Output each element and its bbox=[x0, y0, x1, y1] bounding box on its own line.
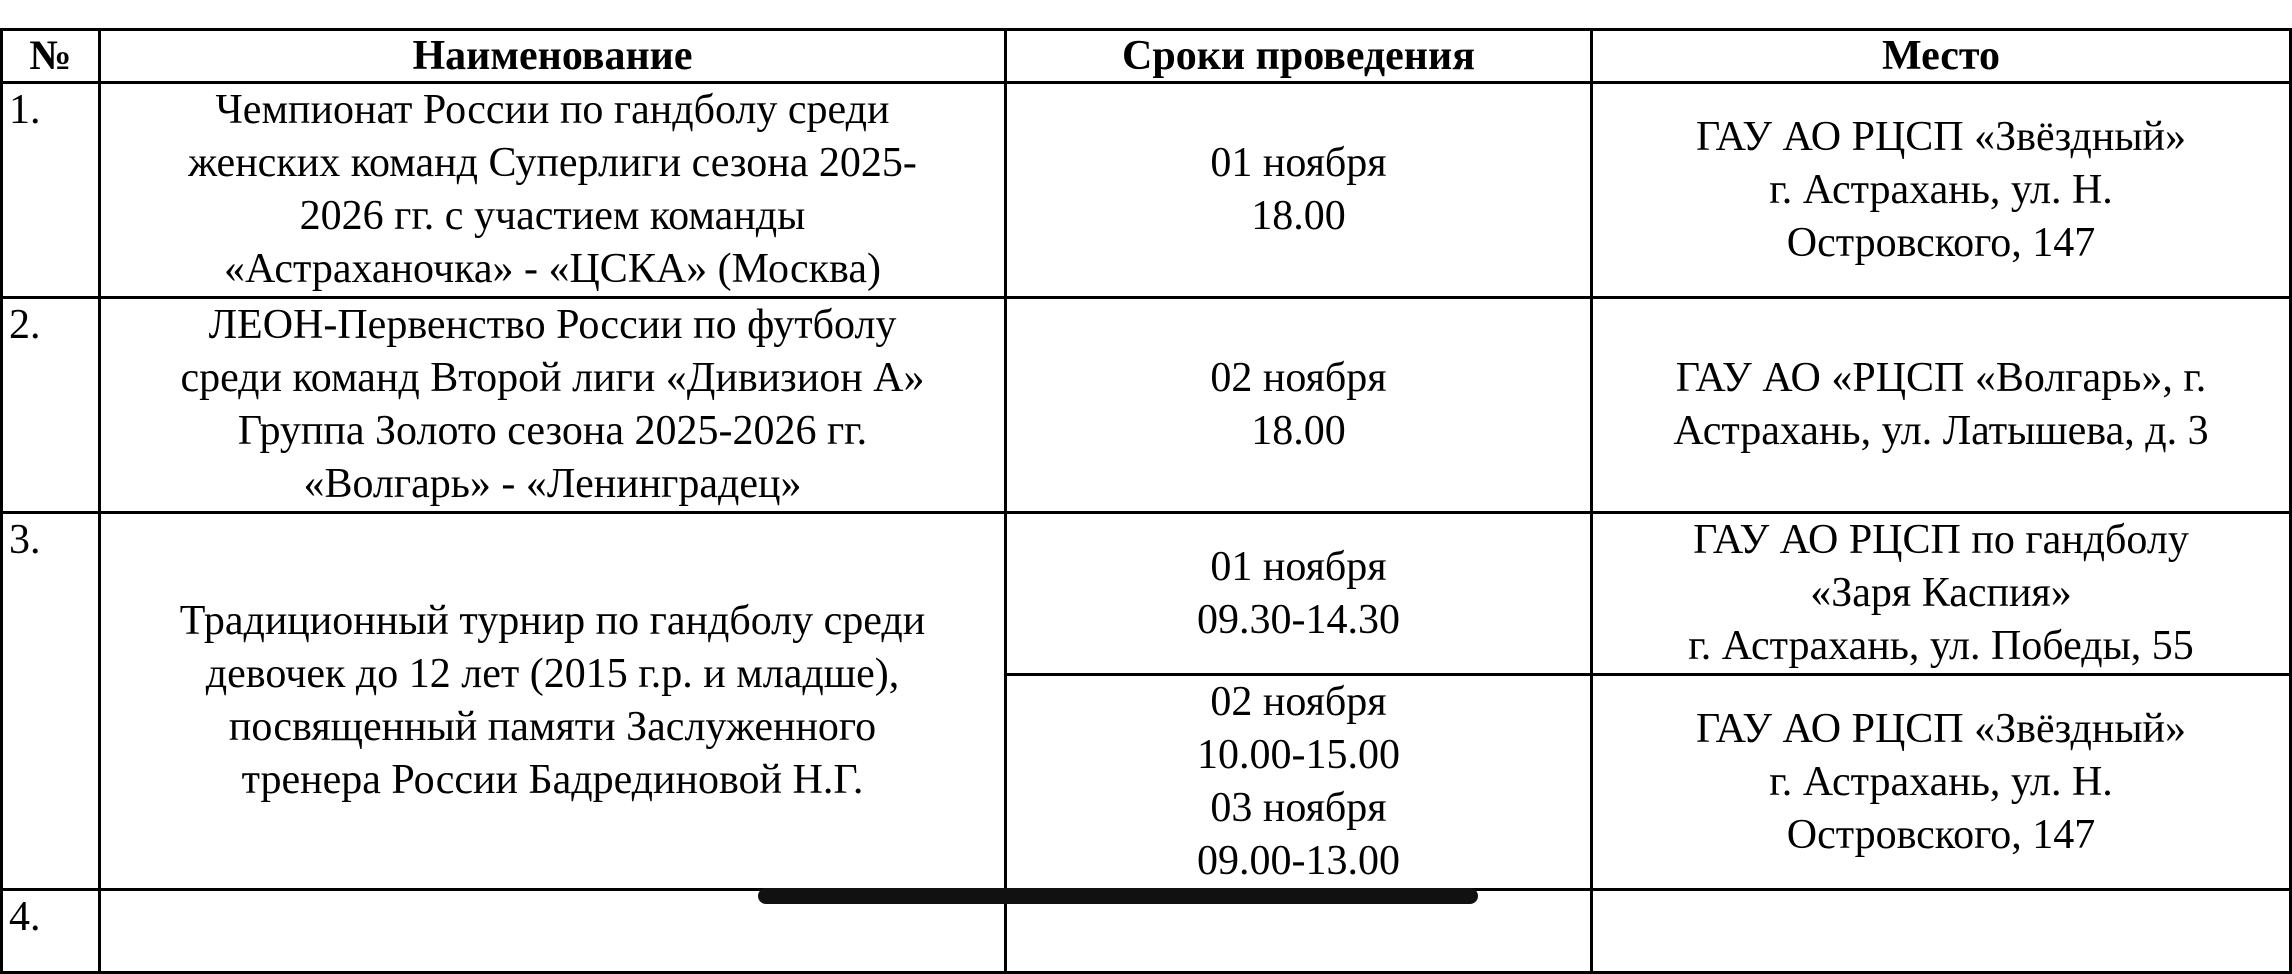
event-name-line: ЛЕОН-Первенство России по футболу bbox=[208, 302, 897, 348]
event-name-cell bbox=[100, 83, 1006, 298]
event-name-line: Чемпионат России по гандболу среди bbox=[215, 87, 890, 133]
event-name-line: Группа Золото сезона 2025-2026 гг. bbox=[237, 408, 868, 454]
event-place-line: Островского, 147 bbox=[1786, 811, 2096, 858]
event-place-line: «Заря Каспия» bbox=[1810, 570, 2072, 616]
event-date-cell bbox=[1006, 675, 1592, 890]
event-date-cell bbox=[1006, 298, 1592, 513]
event-place-cell bbox=[1592, 83, 2291, 298]
event-place-line: г. Астрахань, ул. Н. bbox=[1769, 758, 2113, 805]
event-time-line: 09.30-14.30 bbox=[1197, 596, 1400, 643]
event-place-line: ГАУ АО РЦСП «Звёздный» bbox=[1695, 705, 2187, 752]
table-header-row bbox=[2, 30, 2291, 83]
event-time-line: 18.00 bbox=[1251, 193, 1346, 239]
event-place-line: ГАУ АО РЦСП «Звёздный» bbox=[1695, 113, 2187, 160]
event-name-line: посвященный памяти Заслуженного bbox=[228, 704, 877, 750]
event-name-cell bbox=[100, 298, 1006, 513]
row-number: 1. bbox=[2, 83, 100, 298]
event-place-line: Астрахань, ул. Латышева, д. 3 bbox=[1673, 408, 2209, 454]
row-number: 3. bbox=[2, 513, 100, 890]
table-row bbox=[2, 298, 2291, 513]
event-date-cell bbox=[1006, 83, 1592, 298]
event-date-line: 01 ноября bbox=[1210, 140, 1387, 186]
events-schedule-table bbox=[0, 28, 2292, 974]
event-place-line: Островского, 147 bbox=[1786, 219, 2096, 266]
event-time-line: 18.00 bbox=[1251, 408, 1346, 454]
event-name-line: тренера России Бадрединовой Н.Г. bbox=[241, 757, 864, 803]
event-time-line: 09.00-13.00 bbox=[1197, 838, 1400, 884]
event-name-line: девочек до 12 лет (2015 г.р. и младше), bbox=[205, 651, 900, 697]
event-name-line: «Астраханочка» - «ЦСКА» (Москва) bbox=[224, 246, 881, 292]
table-row bbox=[2, 83, 2291, 298]
event-place-line: ГАУ АО «РЦСП «Волгарь», г. bbox=[1675, 355, 2207, 401]
header-dates: Сроки проведения bbox=[1006, 30, 1592, 83]
event-place-cell bbox=[1592, 890, 2291, 973]
event-place-line: ГАУ АО РЦСП по гандболу bbox=[1693, 517, 2189, 563]
event-name-cell bbox=[100, 513, 1006, 890]
header-name: Наименование bbox=[100, 30, 1006, 83]
event-date-line: 03 ноября bbox=[1210, 785, 1387, 831]
event-date-line: 01 ноября bbox=[1210, 543, 1387, 590]
event-name-line: Традиционный турнир по гандболу среди bbox=[179, 598, 926, 644]
header-number: № bbox=[2, 30, 100, 83]
event-place-cell bbox=[1592, 298, 2291, 513]
event-date-cell bbox=[1006, 513, 1592, 675]
event-place-cell bbox=[1592, 675, 2291, 890]
event-name-line: женских команд Суперлиги сезона 2025- bbox=[188, 140, 917, 186]
table-row bbox=[2, 513, 2291, 675]
event-name-line: среди команд Второй лиги «Дивизион А» bbox=[180, 355, 925, 401]
home-indicator-bar[interactable] bbox=[758, 888, 1478, 904]
event-name-line: «Волгарь» - «Ленинградец» bbox=[303, 461, 802, 507]
event-date-line: 02 ноября bbox=[1210, 679, 1387, 725]
event-place-cell bbox=[1592, 513, 2291, 675]
row-number: 4. bbox=[2, 890, 100, 973]
event-place-line: г. Астрахань, ул. Н. bbox=[1769, 166, 2113, 213]
row-number: 2. bbox=[2, 298, 100, 513]
event-name-line: 2026 гг. с участием команды bbox=[299, 193, 806, 239]
event-time-line: 10.00-15.00 bbox=[1197, 732, 1400, 778]
header-place: Место bbox=[1592, 30, 2291, 83]
event-place-line: г. Астрахань, ул. Победы, 55 bbox=[1688, 623, 2194, 669]
event-date-line: 02 ноября bbox=[1210, 355, 1387, 401]
